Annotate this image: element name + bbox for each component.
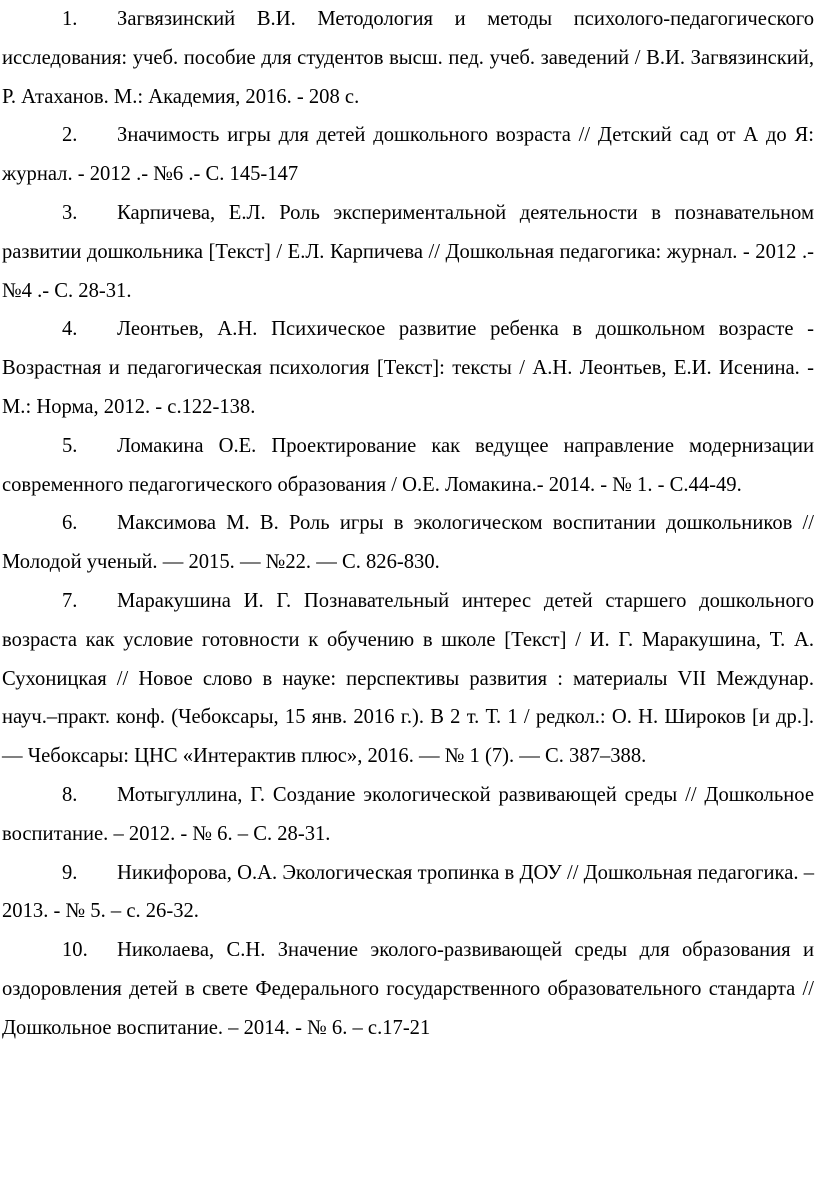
reference-text: Никифорова, О.А. Экологическая тропинка в ДОУ // Дошкольная педагогика. – 2013. - № 5. – с. 26-32.	[2, 861, 814, 923]
reference-text: Леонтьев, А.Н. Психическое развитие ребенка в дошкольном возрасте - Возрастная и педагогическая психология [Текст]: тексты / А.Н. Леонтьев, Е.И. Исенина. - М.: Норма, 2012. - с.122-138.	[2, 318, 814, 418]
reference-item-3	[2, 194, 814, 310]
reference-text: Маракушина И. Г. Познавательный интерес детей старшего дошкольного возраста как условие готовности к обучению в школе [Текст] / И. Г. Маракушина, Т. А. Сухоницкая // Новое слово в науке: перспективы развития : материалы VII Междунар. науч.–практ. конф. (Чебоксары, 15 янв. 2016 г.). В 2 т. Т. 1 / редкол.: О. Н. Широков [и др.]. — Чебоксары: ЦНС «Интерактив плюс», 2016. — № 1 (7). — С. 387–388.	[2, 589, 814, 768]
reference-item-9	[2, 854, 814, 932]
reference-text: Загвязинский В.И. Методология и методы психолого-педагогического исследования: учеб. пособие для студентов высш. пед. учеб. заведений / В.И. Загвязинский, Р. Атаханов. М.: Академия, 2016. - 208 с.	[2, 8, 814, 108]
reference-text: Значимость игры для детей дошкольного возраста // Детский сад от А до Я: журнал. - 2012 .- №6 .- С. 145-147	[2, 124, 814, 186]
reference-item-5	[2, 427, 814, 505]
reference-item-4	[2, 310, 814, 426]
reference-text: Ломакина О.Е. Проектирование как ведущее направление модернизации современного педагогического образования / О.Е. Ломакина.- 2014. - № 1. - С.44-49.	[2, 434, 814, 496]
reference-number: 5.	[62, 434, 78, 457]
reference-item-1	[2, 0, 814, 116]
reference-item-2	[2, 116, 814, 194]
reference-text: Карпичева, Е.Л. Роль экспериментальной деятельности в познавательном развитии дошкольника [Текст] / Е.Л. Карпичева // Дошкольная педагогика: журнал. - 2012 .- №4 .- С. 28-31.	[2, 201, 814, 302]
reference-text: Мотыгуллина, Г. Создание экологической развивающей среды // Дошкольное воспитание. – 2012. - № 6. – С. 28-31.	[2, 783, 814, 845]
reference-item-7	[2, 582, 814, 776]
reference-number: 6.	[62, 512, 78, 535]
reference-number: 3.	[62, 201, 78, 224]
reference-text: Николаева, С.Н. Значение эколого-развивающей среды для образования и оздоровления детей в свете Федерального государственного образовательного стандарта // Дошкольное воспитание. – 2014. - № 6. – с.17-21	[2, 939, 814, 1039]
reference-item-10	[2, 931, 814, 1047]
reference-number: 10.	[62, 939, 88, 962]
reference-item-6	[2, 504, 814, 582]
reference-number: 7.	[62, 589, 78, 612]
reference-number: 9.	[62, 861, 78, 884]
reference-item-8	[2, 776, 814, 854]
reference-number: 8.	[62, 783, 78, 806]
reference-number: 1.	[62, 8, 78, 30]
reference-text: Максимова М. В. Роль игры в экологическом воспитании дошкольников // Молодой ученый. — 2015. — №22. — С. 826-830.	[2, 512, 814, 574]
reference-number: 4.	[62, 318, 78, 341]
reference-number: 2.	[62, 124, 78, 147]
reference-list	[2, 0, 814, 1048]
